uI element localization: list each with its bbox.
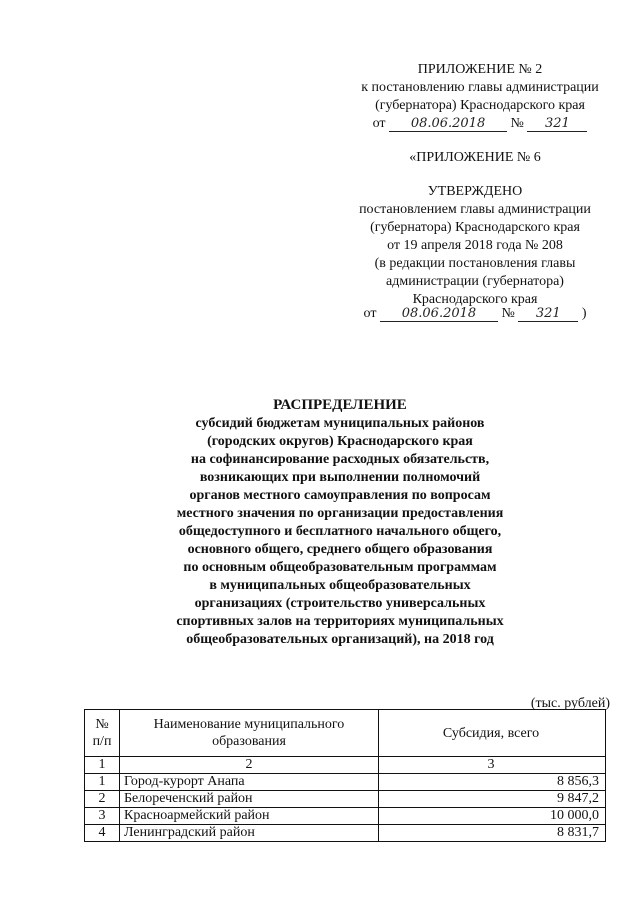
appendix6-line-1: постановлением главы администрации xyxy=(359,202,591,217)
table-row xyxy=(85,825,606,842)
number-value: 321 xyxy=(518,307,578,322)
date-value: 08.06.2018 xyxy=(380,307,498,322)
number-prefix: № xyxy=(510,116,524,131)
heading-line-7: общедоступного и бесплатного начального общего, xyxy=(178,524,502,539)
row-number: 4 xyxy=(85,825,120,842)
date-prefix: от xyxy=(363,306,377,321)
column-number: 1 xyxy=(85,757,120,774)
closing-paren: ) xyxy=(581,306,587,321)
document-title: РАСПРЕДЕЛЕНИЕ xyxy=(273,397,407,413)
heading-line-4: возникающих при выполнении полномочий xyxy=(199,470,481,485)
table-header-row xyxy=(85,710,606,757)
number-prefix: № xyxy=(501,306,515,321)
row-number: 2 xyxy=(85,791,120,808)
units-label: (тыс. рублей) xyxy=(530,696,610,711)
heading-line-2: (городских округов) Краснодарского края xyxy=(207,434,473,449)
municipality-name: Красноармейский район xyxy=(120,808,379,825)
heading-line-12: спортивных залов на территориях муниципальных xyxy=(176,614,504,629)
subsidy-amount: 9 847,2 xyxy=(379,791,606,808)
appendix6-line-2: (губернатора) Краснодарского края xyxy=(370,220,580,235)
appendix-line-1: к постановлению главы администрации xyxy=(361,80,599,95)
heading-line-1: субсидий бюджетам муниципальных районов xyxy=(195,416,485,431)
heading-line-13: общеобразовательных организаций), на 2018 год xyxy=(186,632,494,647)
appendix6-line-5: администрации (губернатора) xyxy=(386,274,564,289)
number-value: 321 xyxy=(527,117,587,132)
appendix6-title: «ПРИЛОЖЕНИЕ № 6 xyxy=(409,150,541,165)
appendix6-date-line xyxy=(330,306,620,322)
municipality-name: Город-курорт Анапа xyxy=(120,774,379,791)
heading-line-5: органов местного самоуправления по вопросам xyxy=(189,488,491,503)
subsidy-amount: 8 831,7 xyxy=(379,825,606,842)
subsidy-amount: 8 856,3 xyxy=(379,774,606,791)
appendix6-line-4: (в редакции постановления главы xyxy=(374,256,576,271)
column-number-row xyxy=(85,757,606,774)
appendix-line-2: (губернатора) Краснодарского края xyxy=(375,98,585,113)
column-number: 2 xyxy=(120,757,379,774)
table-row xyxy=(85,774,606,791)
header-number: № п/п xyxy=(85,710,120,757)
heading-line-8: основного общего, среднего общего образования xyxy=(187,542,493,557)
heading-line-10: в муниципальных общеобразовательных xyxy=(209,578,471,593)
heading-line-6: местного значения по организации предоставления xyxy=(176,506,504,521)
header-amount: Субсидия, всего xyxy=(379,710,606,757)
header-name: Наименование муниципального образования xyxy=(120,710,379,757)
approved-label: УТВЕРЖДЕНО xyxy=(427,184,523,199)
row-number: 3 xyxy=(85,808,120,825)
appendix-title: ПРИЛОЖЕНИЕ № 2 xyxy=(417,62,543,77)
date-value: 08.06.2018 xyxy=(389,117,507,132)
appendix6-line-3: от 19 апреля 2018 года № 208 xyxy=(387,238,563,253)
subsidy-amount: 10 000,0 xyxy=(379,808,606,825)
table-row xyxy=(85,791,606,808)
appendix-date-line xyxy=(340,116,620,132)
appendix6-line-6: Краснодарского края xyxy=(412,292,538,307)
subsidy-table xyxy=(84,709,606,842)
heading-line-9: по основным общеобразовательным программам xyxy=(183,560,497,575)
column-number: 3 xyxy=(379,757,606,774)
heading-line-11: организациях (строительство универсальных xyxy=(194,596,486,611)
heading-line-3: на софинансирование расходных обязательств, xyxy=(190,452,490,467)
date-prefix: от xyxy=(372,116,386,131)
row-number: 1 xyxy=(85,774,120,791)
table-row xyxy=(85,808,606,825)
municipality-name: Ленинградский район xyxy=(120,825,379,842)
municipality-name: Белореченский район xyxy=(120,791,379,808)
